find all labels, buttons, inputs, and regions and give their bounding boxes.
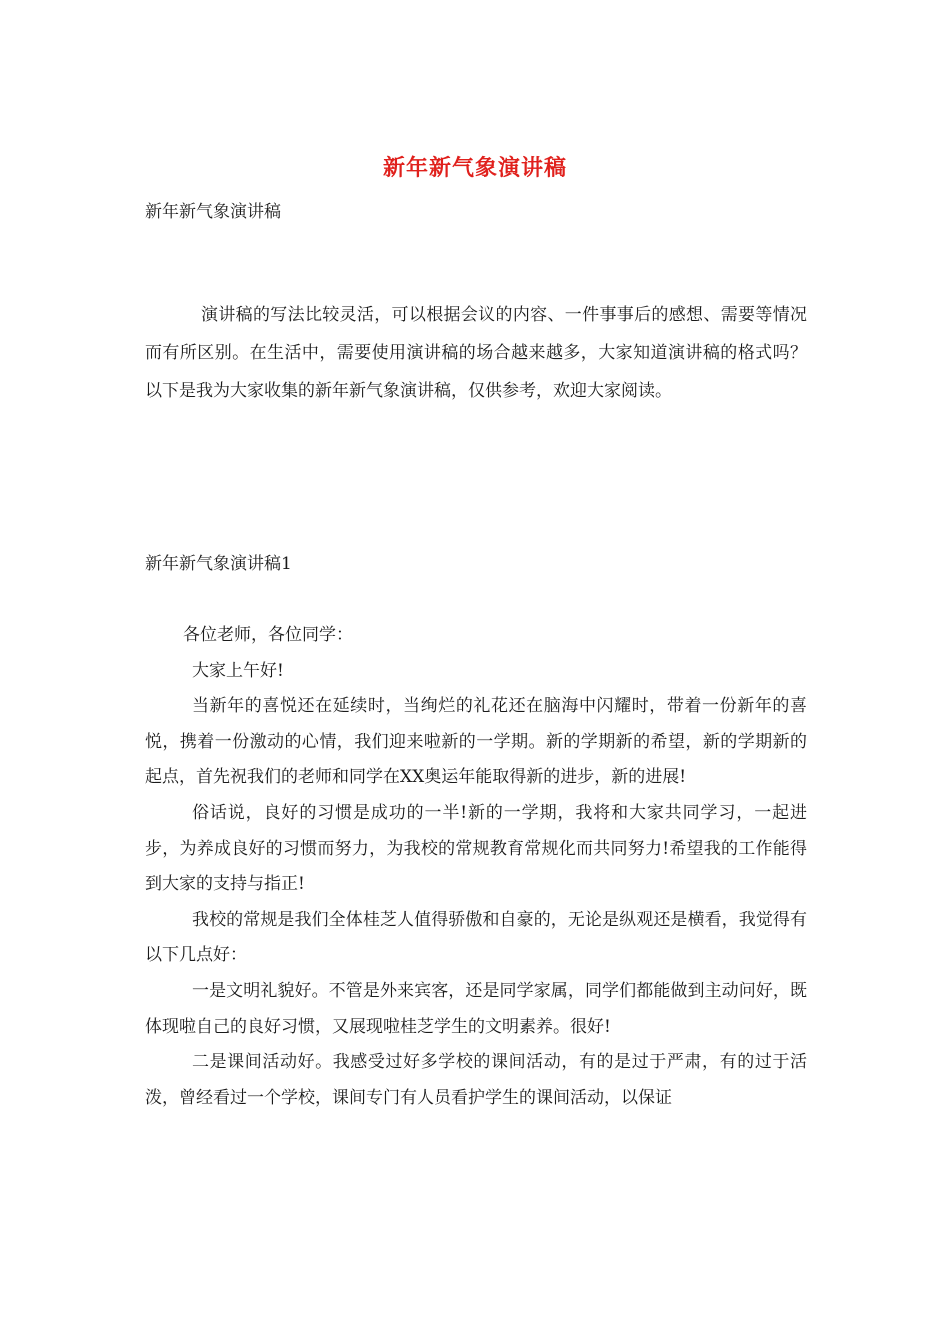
body-paragraph: 我校的常规是我们全体桂芝人值得骄傲和自豪的，无论是纵观还是横看，我觉得有以下几点好：: [145, 909, 807, 966]
body-paragraph: 二是课间活动好。我感受过好多学校的课间活动，有的是过于严肃，有的过于活泼，曾经看过一个学校，课间专门有人员看护学生的课间活动，以保证: [145, 1052, 807, 1108]
body-paragraph: 俗话说，良好的习惯是成功的一半!新的一学期，我将和大家共同学习，一起进步，为养成良好的习惯而努力，为我校的常规教育常规化而共同努力!希望我的工作能得到大家的支持与指正!: [145, 802, 807, 895]
speech-body: [145, 618, 807, 1116]
salutation: 各位老师，各位同学：: [183, 625, 353, 645]
body-paragraph: 一是文明礼貌好。不管是外来宾客，还是同学家属，同学们都能做到主动问好，既体现啦自己的良好习惯，又展现啦桂芝学生的文明素养。很好!: [145, 980, 807, 1037]
document-subtitle: 新年新气象演讲稿: [145, 202, 281, 222]
section-heading: 新年新气象演讲稿1: [145, 554, 292, 574]
greeting-line: 大家上午好!: [192, 660, 284, 681]
body-paragraph: 当新年的喜悦还在延续时，当绚烂的礼花还在脑海中闪耀时，带着一份新年的喜悦，携着一份激动的心情，我们迎来啦新的一学期。新的学期新的希望，新的学期新的起点，首先祝我们的老师和同学在XX奥运年能取得新的进步，新的进展!: [145, 696, 807, 788]
document-title: 新年新气象演讲稿: [382, 155, 567, 181]
intro-paragraph: 演讲稿的写法比较灵活，可以根据会议的内容、一件事事后的感想、需要等情况而有所区别。在生活中，需要使用演讲稿的场合越来越多，大家知道演讲稿的格式吗？以下是我为大家收集的新年新气象演讲稿，仅供参考，欢迎大家阅读。: [145, 305, 807, 401]
